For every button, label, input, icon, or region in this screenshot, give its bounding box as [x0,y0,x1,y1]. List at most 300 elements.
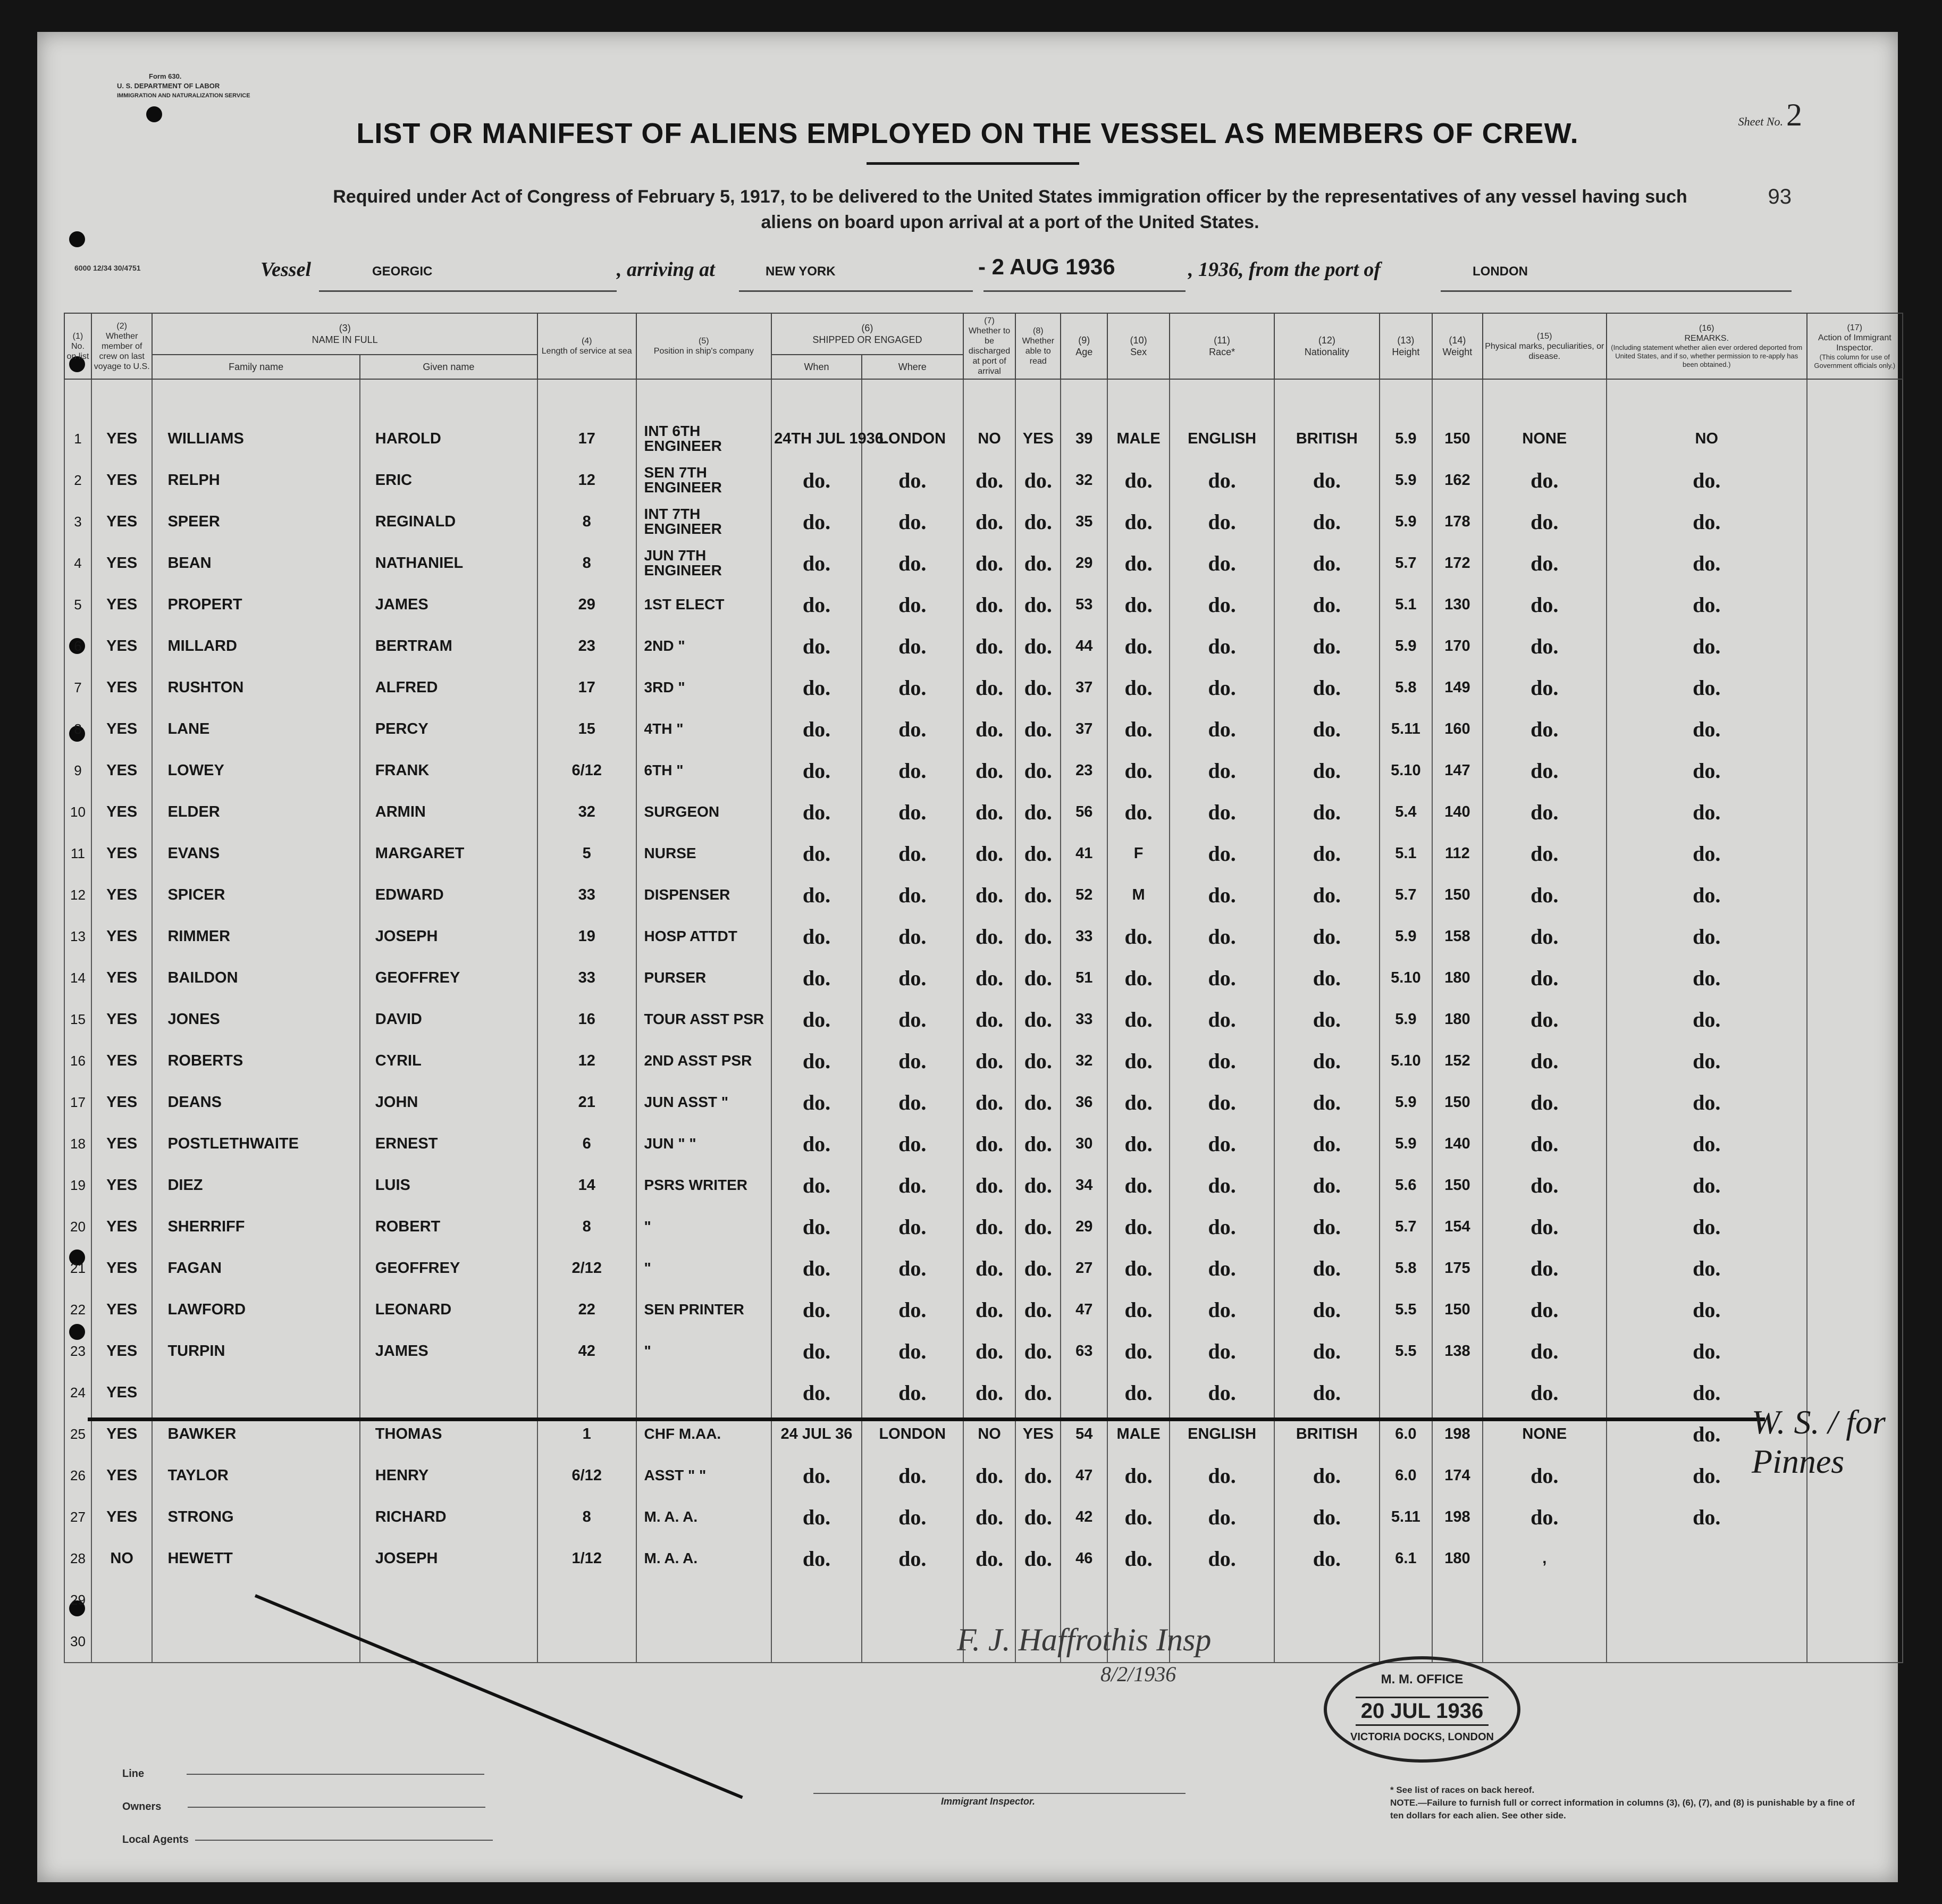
cell-service-length: 33 [537,874,636,916]
cell-discharged: do. [963,459,1016,501]
cell-service-length: 6/12 [537,1455,636,1496]
cell-service-length: 42 [537,1330,636,1372]
cell-given-name: ERNEST [360,1123,537,1164]
cell-row-number: 20 [64,1206,91,1247]
cell-shipped-when [771,1621,862,1663]
cell-weight: 170 [1432,625,1482,667]
cell-race [1170,1579,1274,1621]
cell-physical-marks: , [1483,1538,1607,1579]
cell-shipped-where: do. [862,625,963,667]
cell-discharged: do. [963,1247,1016,1289]
cell-nationality: do. [1274,750,1379,791]
cell-shipped-where: do. [862,1538,963,1579]
cell-remarks: do. [1607,1496,1807,1538]
cell-family-name: SPICER [152,874,359,916]
cell-weight: 158 [1432,916,1482,957]
vessel-label: Vessel [260,258,311,281]
cell-age: 54 [1061,1413,1107,1455]
cell-sex: do. [1107,1538,1170,1579]
table-row [64,1040,1903,1081]
cell-remarks: do. [1607,999,1807,1040]
cell-able-to-read: do. [1015,999,1061,1040]
year-label: , 1936, from the port of [1188,258,1381,281]
cell-physical-marks: do. [1483,957,1607,999]
cell-shipped-when: do. [771,957,862,999]
cell-age: 39 [1061,418,1107,459]
cell-weight: 180 [1432,999,1482,1040]
cell-row-number: 26 [64,1455,91,1496]
owners-field [188,1807,485,1808]
crew-manifest-table [64,313,1903,1752]
cell-remarks: do. [1607,750,1807,791]
signature-date: 8/2/1936 [1100,1662,1176,1686]
cell-age [1061,1579,1107,1621]
cell-physical-marks: do. [1483,999,1607,1040]
cell-discharged: NO [963,1413,1016,1455]
cell-inspector-action [1807,1289,1903,1330]
cell-physical-marks: do. [1483,1247,1607,1289]
cell-shipped-when: do. [771,501,862,542]
cell-position: DISPENSER [636,874,772,916]
cell-sex: do. [1107,1081,1170,1123]
col-sex-header: (10) Sex [1107,313,1170,379]
cell-sex: MALE [1107,1413,1170,1455]
cell-physical-marks: do. [1483,1206,1607,1247]
cell-sex: do. [1107,957,1170,999]
form-number: Form 630. [149,72,182,80]
stamp-top-text: M. M. OFFICE [1381,1672,1464,1687]
page-title: LIST OR MANIFEST OF ALIENS EMPLOYED ON THE VESSEL AS MEMBERS OF CREW. [356,118,1579,149]
col-position-header: (5) Position in ship's company [636,313,772,379]
cell-shipped-where: do. [862,584,963,625]
cell-physical-marks: do. [1483,791,1607,833]
cell-sex: do. [1107,916,1170,957]
cell-remarks: do. [1607,1330,1807,1372]
cell-inspector-action [1807,1164,1903,1206]
cell-age: 47 [1061,1455,1107,1496]
cell-able-to-read: do. [1015,625,1061,667]
cell-nationality: do. [1274,999,1379,1040]
cell-physical-marks: do. [1483,833,1607,874]
cell-previous-voyage: YES [91,501,153,542]
cell-service-length: 8 [537,542,636,584]
line-field [187,1774,484,1775]
cell-shipped-where: do. [862,459,963,501]
cell-shipped-when: do. [771,667,862,708]
cell-shipped-where [862,1579,963,1621]
cell-race: do. [1170,584,1274,625]
cell-previous-voyage: YES [91,1081,153,1123]
cell-able-to-read: do. [1015,1289,1061,1330]
cell-shipped-when: 24TH JUL 1936. [771,418,862,459]
cell-race: ENGLISH [1170,1413,1274,1455]
cell-race: do. [1170,1040,1274,1081]
cell-service-length [537,1621,636,1663]
cell-shipped-where: do. [862,708,963,750]
line-label: Line [122,1768,145,1780]
col-given-name-header: Given name [360,355,537,379]
col-action-header: (17) Action of Immigrant Inspector. (This column for use of Government officials only.) [1807,313,1903,379]
cell-able-to-read: do. [1015,1164,1061,1206]
cell-position: PSRS WRITER [636,1164,772,1206]
cell-position [636,1621,772,1663]
cell-nationality: do. [1274,1123,1379,1164]
cell-position [636,1372,772,1413]
cell-family-name: PROPERT [152,584,359,625]
cell-weight: 154 [1432,1206,1482,1247]
cell-height: 5.4 [1380,791,1433,833]
cell-given-name: JAMES [360,1330,537,1372]
cell-given-name: ARMIN [360,791,537,833]
cell-able-to-read [1015,1579,1061,1621]
cell-inspector-action [1807,667,1903,708]
footer-labels [122,1757,493,1856]
cell-height: 5.11 [1380,1496,1433,1538]
cell-family-name: EVANS [152,833,359,874]
cell-weight [1432,1372,1482,1413]
cell-race: do. [1170,1372,1274,1413]
cell-remarks: do. [1607,1123,1807,1164]
cell-remarks: do. [1607,1040,1807,1081]
cell-shipped-where: do. [862,1123,963,1164]
cell-position: ASST " " [636,1455,772,1496]
cell-position: " [636,1247,772,1289]
cell-shipped-when: do. [771,833,862,874]
table-row [64,667,1903,708]
service-name: IMMIGRATION AND NATURALIZATION SERVICE [117,93,250,99]
cell-discharged: do. [963,750,1016,791]
cell-height: 6.0 [1380,1455,1433,1496]
cell-row-number: 16 [64,1040,91,1081]
cell-service-length [537,1372,636,1413]
cell-weight: 160 [1432,708,1482,750]
cell-row-number: 3 [64,501,91,542]
cell-shipped-when: do. [771,708,862,750]
cell-position: JUN ASST " [636,1081,772,1123]
cell-height: 5.6 [1380,1164,1433,1206]
cell-previous-voyage: YES [91,916,153,957]
cell-race: do. [1170,791,1274,833]
cell-row-number: 18 [64,1123,91,1164]
cell-able-to-read: do. [1015,1372,1061,1413]
stamp-date: 20 JUL 1936 [1356,1697,1489,1726]
table-row [64,791,1903,833]
cell-inspector-action [1807,1538,1903,1579]
cell-age: 44 [1061,625,1107,667]
cell-service-length [537,1579,636,1621]
cell-remarks: do. [1607,459,1807,501]
cell-remarks [1607,1621,1807,1663]
cell-race: do. [1170,625,1274,667]
cell-height: 5.7 [1380,874,1433,916]
cell-physical-marks: NONE [1483,418,1607,459]
cell-able-to-read: do. [1015,1123,1061,1164]
cell-row-number: 4 [64,542,91,584]
cell-remarks: do. [1607,791,1807,833]
cell-inspector-action [1807,625,1903,667]
cell-age: 33 [1061,999,1107,1040]
cell-family-name: MILLARD [152,625,359,667]
cell-sex: do. [1107,625,1170,667]
cell-height: 5.9 [1380,916,1433,957]
cell-inspector-action [1807,874,1903,916]
cell-position: " [636,1206,772,1247]
col-marks-header: (15) Physical marks, peculiarities, or disease. [1483,313,1607,379]
cell-nationality: do. [1274,1247,1379,1289]
cell-nationality: do. [1274,916,1379,957]
cell-given-name: LUIS [360,1164,537,1206]
cell-shipped-where: do. [862,1247,963,1289]
cell-service-length: 14 [537,1164,636,1206]
cell-age: 37 [1061,667,1107,708]
cell-sex: F [1107,833,1170,874]
cell-family-name: RELPH [152,459,359,501]
cell-nationality: do. [1274,667,1379,708]
cell-discharged: do. [963,957,1016,999]
cell-service-length: 17 [537,418,636,459]
cell-age: 33 [1061,916,1107,957]
cell-physical-marks: do. [1483,874,1607,916]
manifest-page [37,32,1898,1882]
vessel-name: GEORGIC [372,264,433,279]
cell-physical-marks: do. [1483,501,1607,542]
cell-family-name: LAWFORD [152,1289,359,1330]
cell-given-name: REGINALD [360,501,537,542]
cell-service-length: 6 [537,1123,636,1164]
cell-row-number: 7 [64,667,91,708]
cell-able-to-read: YES [1015,1413,1061,1455]
cell-discharged: do. [963,1040,1016,1081]
cell-given-name: CYRIL [360,1040,537,1081]
cell-race: do. [1170,1123,1274,1164]
cell-family-name: BAILDON [152,957,359,999]
cell-sex: do. [1107,1372,1170,1413]
cell-sex: do. [1107,1289,1170,1330]
cell-remarks: do. [1607,1081,1807,1123]
cell-position: PURSER [636,957,772,999]
cell-weight: 180 [1432,1538,1482,1579]
cell-family-name: LOWEY [152,750,359,791]
department-name: U. S. DEPARTMENT OF LABOR [117,82,220,90]
cell-position: " [636,1330,772,1372]
cell-row-number: 13 [64,916,91,957]
cell-inspector-action [1807,1579,1903,1621]
table-row [64,1289,1903,1330]
cell-given-name: JOSEPH [360,916,537,957]
cell-age: 32 [1061,459,1107,501]
cell-sex: do. [1107,750,1170,791]
cell-row-number: 11 [64,833,91,874]
table-header [64,313,1903,379]
cell-row-number: 24 [64,1372,91,1413]
cell-family-name: DEANS [152,1081,359,1123]
cell-row-number: 1 [64,418,91,459]
date-line [983,290,1186,292]
table-row [64,1372,1903,1413]
owners-label: Owners [122,1801,162,1813]
cell-inspector-action [1807,1621,1903,1663]
cell-family-name: HEWETT [152,1538,359,1579]
cell-remarks: do. [1607,916,1807,957]
cell-discharged: do. [963,501,1016,542]
cell-given-name: ERIC [360,459,537,501]
cell-position: CHF M.AA. [636,1413,772,1455]
cell-sex: do. [1107,999,1170,1040]
subtitle-line-2: aliens on board upon arrival at a port of the United States. [761,212,1259,232]
cell-sex: do. [1107,667,1170,708]
cell-shipped-where: do. [862,833,963,874]
cell-shipped-where: do. [862,999,963,1040]
cell-weight: 150 [1432,874,1482,916]
cell-age: 51 [1061,957,1107,999]
cell-race: do. [1170,1538,1274,1579]
cell-shipped-when: 24 JUL 36 [771,1413,862,1455]
cell-shipped-when: do. [771,1372,862,1413]
cell-position: HOSP ATTDT [636,916,772,957]
cell-inspector-action [1807,542,1903,584]
cell-family-name: STRONG [152,1496,359,1538]
cell-able-to-read: do. [1015,1496,1061,1538]
cell-shipped-where: do. [862,1206,963,1247]
local-agents-label: Local Agents [122,1834,189,1846]
cell-height: 6.1 [1380,1538,1433,1579]
cell-race: do. [1170,1164,1274,1206]
cell-previous-voyage: YES [91,584,153,625]
cell-remarks: do. [1607,708,1807,750]
page-number: 93 [1768,185,1792,208]
cell-previous-voyage: YES [91,750,153,791]
cell-service-length: 8 [537,1206,636,1247]
col-when-header: When [771,355,862,379]
cell-discharged: do. [963,1496,1016,1538]
cell-discharged: do. [963,1538,1016,1579]
cell-physical-marks: do. [1483,584,1607,625]
cell-age: 56 [1061,791,1107,833]
cell-inspector-action [1807,1330,1903,1372]
cell-family-name: LANE [152,708,359,750]
departure-port: LONDON [1473,264,1528,279]
cell-discharged: do. [963,625,1016,667]
cell-remarks: do. [1607,957,1807,999]
cell-nationality: do. [1274,1538,1379,1579]
cell-service-length: 6/12 [537,750,636,791]
table-row [64,708,1903,750]
cell-height: 5.5 [1380,1330,1433,1372]
col-read-header: (8) Whether able to read [1015,313,1061,379]
cell-family-name: TAYLOR [152,1455,359,1496]
table-row [64,1538,1903,1579]
cell-able-to-read: do. [1015,1081,1061,1123]
cell-inspector-action [1807,1496,1903,1538]
cell-family-name: DIEZ [152,1164,359,1206]
cell-discharged: do. [963,1164,1016,1206]
cell-able-to-read: do. [1015,1206,1061,1247]
cell-previous-voyage: YES [91,1330,153,1372]
cell-able-to-read: do. [1015,874,1061,916]
table-row [64,957,1903,999]
cell-previous-voyage: YES [91,1372,153,1413]
cell-height: 5.9 [1380,459,1433,501]
cell-able-to-read: do. [1015,833,1061,874]
cell-given-name: FRANK [360,750,537,791]
cell-previous-voyage: YES [91,667,153,708]
cell-race: do. [1170,874,1274,916]
cell-discharged: do. [963,667,1016,708]
cell-service-length: 33 [537,957,636,999]
cell-previous-voyage: YES [91,1455,153,1496]
cell-inspector-action [1807,1081,1903,1123]
table-row [64,459,1903,501]
cell-previous-voyage: YES [91,1247,153,1289]
cell-sex: do. [1107,501,1170,542]
cell-race: do. [1170,1496,1274,1538]
cell-shipped-where: do. [862,1496,963,1538]
cell-remarks: NO [1607,418,1807,459]
cell-sex: do. [1107,1330,1170,1372]
cell-physical-marks: do. [1483,1289,1607,1330]
cell-position: SURGEON [636,791,772,833]
cell-weight: 175 [1432,1247,1482,1289]
cell-row-number: 8 [64,708,91,750]
col-remarks-header: (16) REMARKS. (Including statement whether alien ever ordered deported from United States, and if so, whether permission to re-apply has been obtained.) [1607,313,1807,379]
cell-shipped-when: do. [771,1123,862,1164]
cell-physical-marks: NONE [1483,1413,1607,1455]
cell-previous-voyage [91,1579,153,1621]
cell-family-name: SHERRIFF [152,1206,359,1247]
table-body [64,379,1903,1663]
cell-inspector-action [1807,1123,1903,1164]
cell-service-length: 17 [537,667,636,708]
cell-shipped-where: do. [862,874,963,916]
inspector-signature-line [813,1793,1186,1794]
cell-position [636,1579,772,1621]
cell-position: NURSE [636,833,772,874]
cell-sex: do. [1107,791,1170,833]
cell-shipped-when: do. [771,1247,862,1289]
cell-shipped-where: do. [862,1455,963,1496]
cell-given-name: JAMES [360,584,537,625]
cell-shipped-when: do. [771,999,862,1040]
cell-previous-voyage: YES [91,1289,153,1330]
cell-shipped-where: LONDON [862,418,963,459]
cell-age: 53 [1061,584,1107,625]
cell-given-name: PERCY [360,708,537,750]
cell-able-to-read: do. [1015,1330,1061,1372]
cell-weight: 150 [1432,418,1482,459]
cell-discharged: NO [963,418,1016,459]
col-previous-voyage-header: (2) Whether member of crew on last voyage to U.S. [91,313,153,379]
cell-shipped-when: do. [771,1289,862,1330]
cell-nationality: do. [1274,1455,1379,1496]
cell-row-number: 28 [64,1538,91,1579]
cell-age: 29 [1061,1206,1107,1247]
cell-race: do. [1170,957,1274,999]
cell-height: 5.9 [1380,625,1433,667]
sheet-label: Sheet No. [1738,115,1783,128]
table-row [64,1455,1903,1496]
cell-shipped-where: do. [862,1040,963,1081]
cell-service-length: 16 [537,999,636,1040]
cell-physical-marks: do. [1483,1455,1607,1496]
cell-able-to-read: do. [1015,501,1061,542]
cell-remarks: do. [1607,542,1807,584]
cell-height: 6.0 [1380,1413,1433,1455]
cell-nationality: do. [1274,542,1379,584]
cell-shipped-when: do. [771,584,862,625]
cell-physical-marks: do. [1483,708,1607,750]
cell-previous-voyage: YES [91,957,153,999]
cell-given-name: MARGARET [360,833,537,874]
